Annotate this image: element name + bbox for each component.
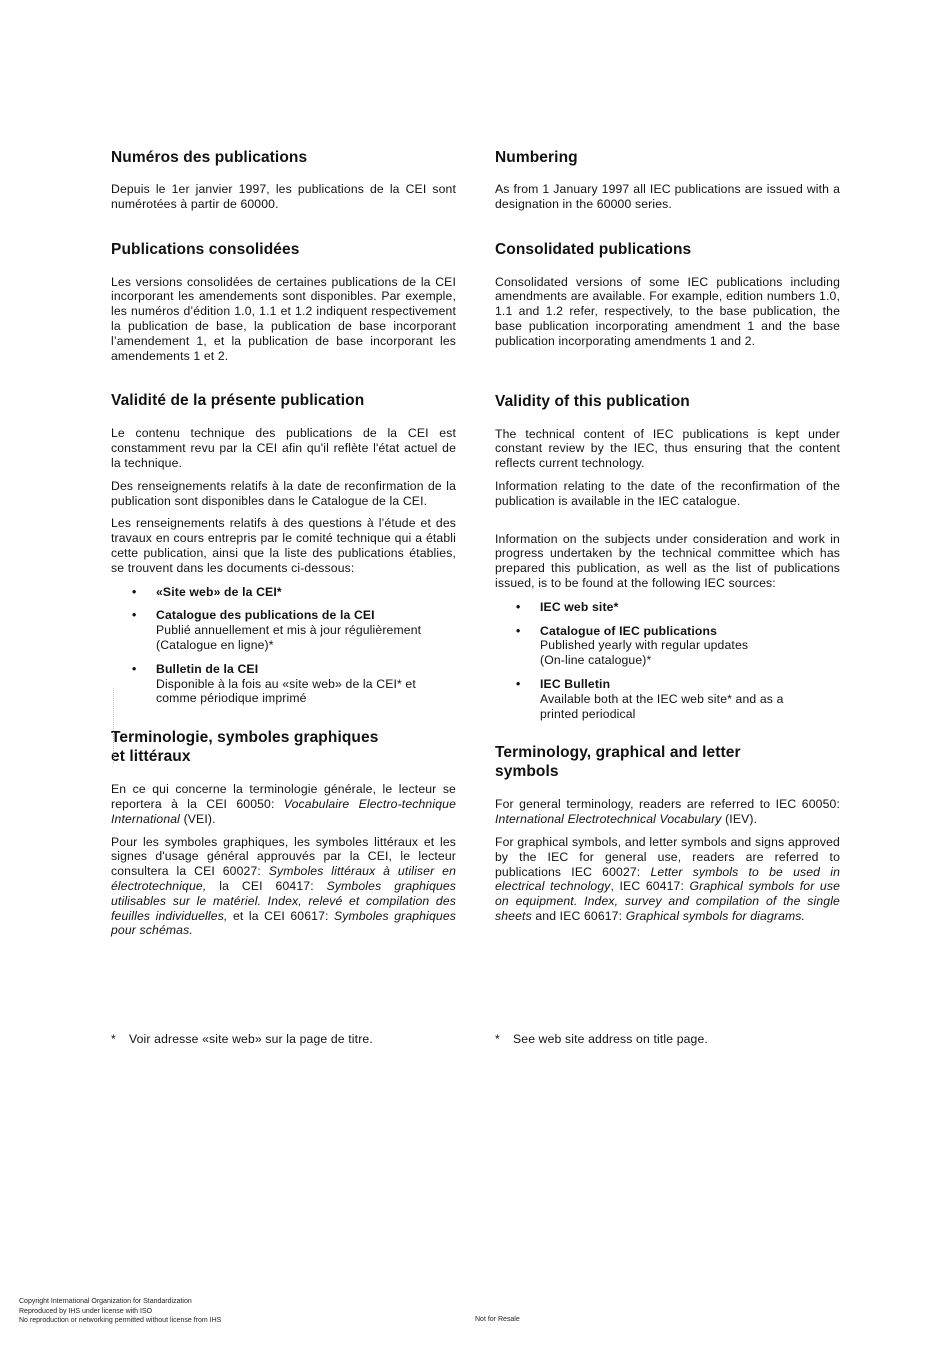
text-run: et la CEI 60617: <box>227 908 335 923</box>
text-run: For general terminology, readers are referred to IEC 60050: <box>495 797 840 812</box>
list-item <box>495 624 840 668</box>
french-column <box>111 148 456 938</box>
fr-footnote-text: Voir adresse «site web» sur la page de titre. <box>129 1032 373 1046</box>
fr-terminology-p2 <box>111 835 456 939</box>
fr-sources-list <box>111 585 456 707</box>
fr-validity-heading: Validité de la présente publication <box>111 392 365 410</box>
en-numbering-heading: Numbering <box>495 149 578 166</box>
footnote-marker: * <box>111 1032 116 1046</box>
bullet-icon: • <box>516 623 521 638</box>
text-run: En ce qui concerne la terminologie générale, le lecteur se reportera à la CEI 60050: <box>111 782 456 811</box>
en-terminology-heading-line2: symbols <box>495 763 559 781</box>
fr-bullet-line: comme périodique imprimé <box>156 691 307 706</box>
fr-terminology-heading-line1: Terminologie, symboles graphiques <box>111 729 379 747</box>
en-bullet-line: Available both at the IEC web site* and as a <box>540 691 784 706</box>
en-terminology-heading <box>495 743 840 781</box>
en-validity-p1: The technical content of IEC publications is kept under constant review by the IEC, thus ensuring that the content reflects current technology. <box>495 426 840 471</box>
fr-validity-p3: Les renseignements relatifs à des questions à l’étude et des travaux en cours entrepris par le comité technique qui a établi cette publication, ainsi que la liste des publications établies, se trouvent dans les documents ci-dessous: <box>111 516 456 575</box>
bullet-icon: • <box>516 676 521 691</box>
fr-bullet-line: Disponible à la fois au «site web» de la CEI* et <box>156 676 416 691</box>
fr-bullet-title: Catalogue des publications de la CEI <box>156 608 375 623</box>
en-footnote <box>495 1032 708 1046</box>
en-validity-heading: Validity of this publication <box>495 392 690 410</box>
en-consolidated-text: Consolidated versions of some IEC publications including amendments are available. For example, edition numbers 1.0, 1.1 and 1.2 refer, respectively, to the base publication, the base publication incorporating amendment 1 and the base publication incorporating amendments 1 and 2. <box>495 274 840 348</box>
fr-footnote <box>111 1032 373 1046</box>
bullet-icon: • <box>132 584 137 599</box>
margin-mark <box>113 688 115 763</box>
list-item <box>111 608 456 652</box>
en-bullet-title: IEC Bulletin <box>540 676 611 691</box>
copyright-notice <box>19 1297 221 1326</box>
fr-terminology-heading-line2: et littéraux <box>111 748 191 766</box>
en-terminology-p2 <box>495 835 840 924</box>
title-run: Symboles littéraux à utiliser en électrotechnique, <box>111 864 456 893</box>
fr-bullet-line: Publié annuellement et mis à jour régulièrement <box>156 623 422 638</box>
not-for-resale-label: Not for Resale <box>475 1316 520 1323</box>
list-item <box>495 677 840 721</box>
list-item <box>111 662 456 706</box>
en-consolidated-heading: Consolidated publications <box>495 240 692 258</box>
copyright-line: Copyright International Organization for Standardization <box>19 1298 192 1305</box>
title-run: Letter symbols to be used in electrical technology <box>495 864 840 894</box>
en-footnote-text: See web site address on title page. <box>513 1032 708 1046</box>
en-bullet-line: Published yearly with regular updates <box>540 638 749 653</box>
fr-terminology-p1 <box>111 782 456 826</box>
en-sources-list <box>495 600 840 722</box>
copyright-line: No reproduction or networking permitted without license from IHS <box>19 1317 222 1324</box>
en-numbering-text: As from 1 January 1997 all IEC publications are issued with a designation in the 60000 series. <box>495 182 840 211</box>
title-run: Vocabulaire Electro-technique International <box>111 796 457 826</box>
title-run: Symboles graphiques pour schémas. <box>111 908 456 938</box>
text-run: , IEC 60417: <box>610 879 690 894</box>
fr-validity-p1: Le contenu technique des publications de la CEI est constamment revu par la CEI afin qu'il reflète l'état actuel de la technique. <box>111 426 456 470</box>
copyright-line: Reproduced by IHS under license with ISO <box>19 1307 153 1315</box>
text-run: and IEC 60617: <box>531 908 626 923</box>
en-validity-p2: Information relating to the date of the reconfirmation of the publication is available in the IEC catalogue. <box>495 478 840 508</box>
fr-terminology-heading <box>111 728 456 766</box>
en-bullet-line: printed periodical <box>540 706 636 721</box>
fr-bullet-title: Bulletin de la CEI <box>156 661 259 676</box>
bullet-icon: • <box>132 661 137 676</box>
fr-consolidated-text: Les versions consolidées de certaines publications de la CEI incorporant les amendements sont disponibles. Par exemple, les numéros d’édition 1.0, 1.1 et 1.2 indiquent respectivement la publication de base, la publication de base incorporant l’amendement 1, et la publication de base incorporant les amendements 1 et 2. <box>111 274 456 363</box>
bullet-icon: • <box>132 608 137 623</box>
list-item <box>111 585 456 600</box>
title-run: Graphical symbols for diagrams. <box>625 908 806 923</box>
text-run: For graphical symbols, and letter symbols and signs approved by the IEC for general use, readers are referred to publications IEC 60027: <box>495 834 840 879</box>
text-run: la CEI 60417: <box>206 878 327 893</box>
english-column <box>495 148 840 924</box>
title-run: Graphical symbols for use on equipment. Index, survey and compilation of the single sheets <box>495 879 841 923</box>
fr-numbering-text: Depuis le 1er janvier 1997, les publications de la CEI sont numérotées à partir de 60000. <box>111 182 456 211</box>
en-bullet-line: (On-line catalogue)* <box>540 653 652 668</box>
en-terminology-heading-line1: Terminology, graphical and letter <box>495 744 741 762</box>
text-run: (VEI). <box>180 811 216 826</box>
en-validity-p3: Information on the subjects under consideration and work in progress undertaken by the technical committee which has prepared this publication, as well as the list of publications issued, is to be found at the following IEC sources: <box>495 531 840 590</box>
fr-bullet-title: «Site web» de la CEI* <box>156 584 282 599</box>
text-run: (IEV). <box>721 812 758 827</box>
en-terminology-p1 <box>495 797 840 827</box>
en-bullet-title: Catalogue of IEC publications <box>540 623 718 638</box>
footnote-marker: * <box>495 1032 500 1046</box>
bullet-icon: • <box>516 599 521 614</box>
title-run: International Electrotechnical Vocabulary <box>495 812 722 827</box>
fr-consolidated-heading: Publications consolidées <box>111 240 300 258</box>
fr-bullet-line: (Catalogue en ligne)* <box>156 637 274 652</box>
en-bullet-title: IEC web site* <box>540 599 619 614</box>
fr-numbering-heading: Numéros des publications <box>111 149 308 166</box>
text-run: Pour les symboles graphiques, les symboles littéraux et les signes d'usage général approuvés par la CEI, le lecteur consultera la CEI 60027: <box>111 834 456 879</box>
fr-validity-p2: Des renseignements relatifs à la date de reconfirmation de la publication sont disponibles dans le Catalogue de la CEI. <box>111 478 456 508</box>
title-run: Symboles graphiques utilisables sur le matériel. Index, relevé et compilation des feuilles individuelles, <box>111 878 457 923</box>
list-item <box>495 600 840 615</box>
